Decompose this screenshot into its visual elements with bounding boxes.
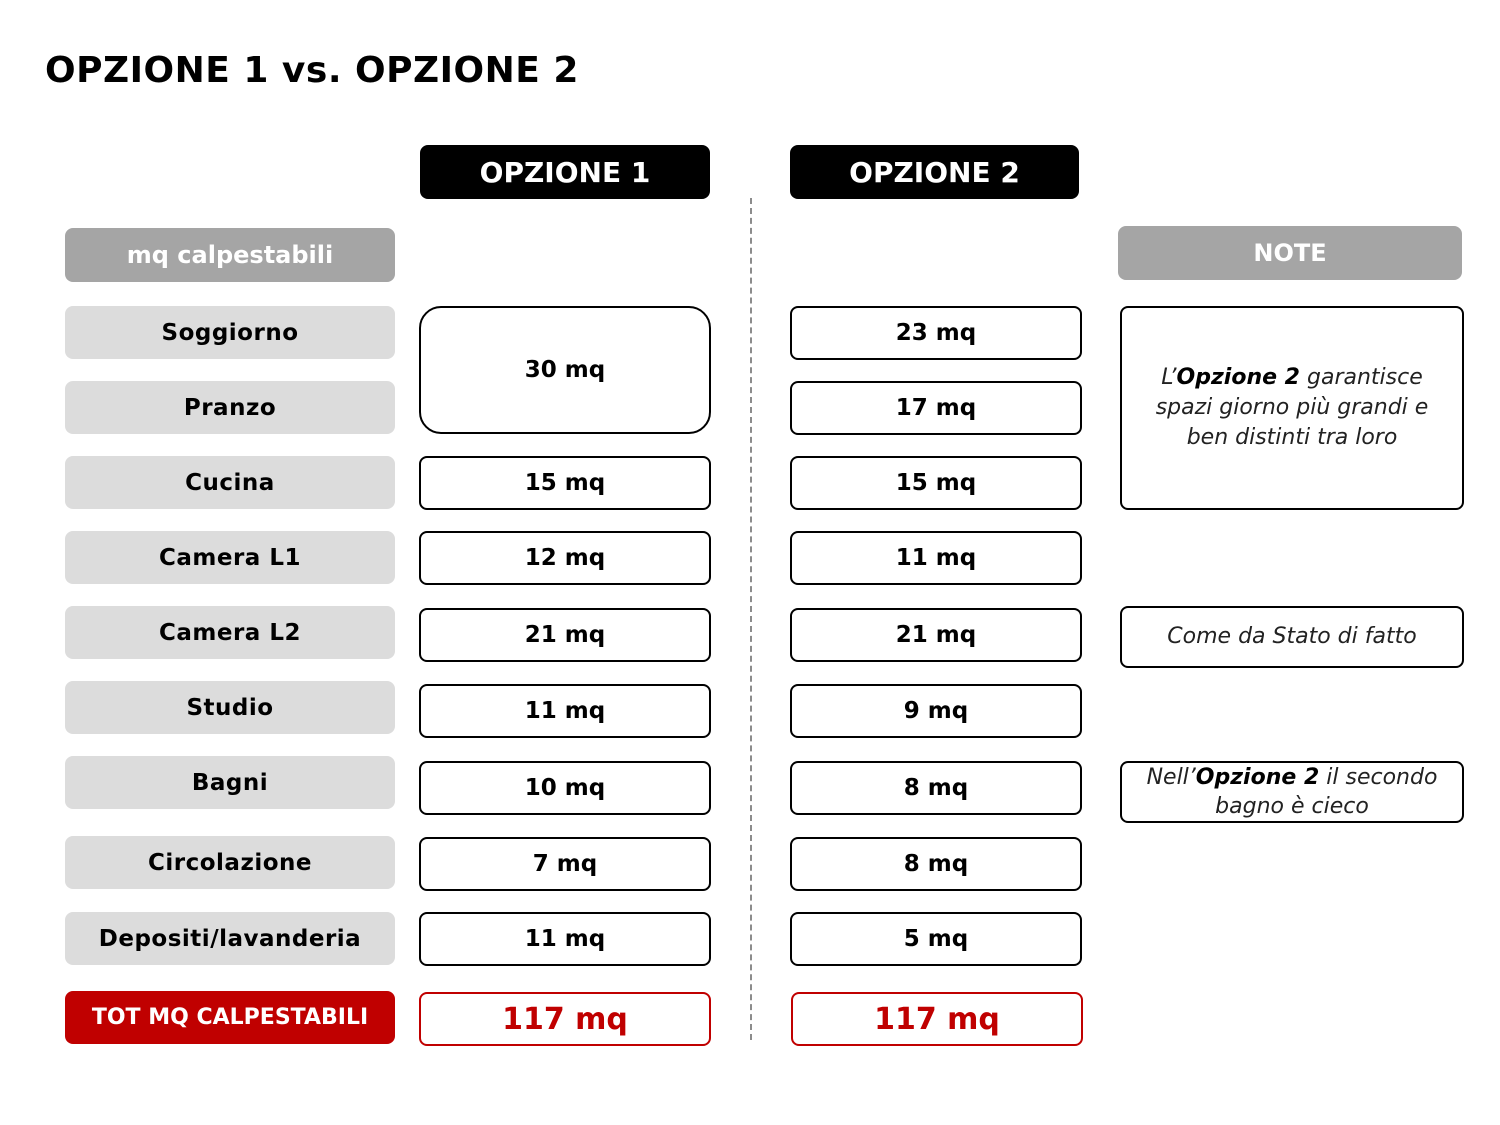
option1-value-circolazione: 7 mq <box>419 837 711 891</box>
note-stato-di-fatto: Come da Stato di fatto <box>1120 606 1464 668</box>
option2-value-camera-l2: 21 mq <box>790 608 1082 662</box>
room-label-camera-l1: Camera L1 <box>65 531 395 584</box>
option2-value-cucina: 15 mq <box>790 456 1082 510</box>
option2-value-depositi: 5 mq <box>790 912 1082 966</box>
total-label: TOT MQ CALPESTABILI <box>65 991 395 1044</box>
option1-value-camera-l1: 12 mq <box>419 531 711 585</box>
option1-value-cucina: 15 mq <box>419 456 711 510</box>
page-title: OPZIONE 1 vs. OPZIONE 2 <box>45 50 579 91</box>
room-label-soggiorno: Soggiorno <box>65 306 395 359</box>
room-label-pranzo: Pranzo <box>65 381 395 434</box>
room-label-circolazione: Circolazione <box>65 836 395 889</box>
area-header: mq calpestabili <box>65 228 395 282</box>
note-living-spaces: L’Opzione 2 garantisce spazi giorno più grandi e ben distinti tra loro <box>1120 306 1464 510</box>
option1-total: 117 mq <box>419 992 711 1046</box>
note-bagno-cieco: Nell’Opzione 2 il secondo bagno è cieco <box>1120 761 1464 823</box>
option2-header: OPZIONE 2 <box>790 145 1079 199</box>
option2-value-circolazione: 8 mq <box>790 837 1082 891</box>
option1-value-studio: 11 mq <box>419 684 711 738</box>
room-label-studio: Studio <box>65 681 395 734</box>
option1-value-depositi: 11 mq <box>419 912 711 966</box>
option2-value-soggiorno: 23 mq <box>790 306 1082 360</box>
option1-value-camera-l2: 21 mq <box>419 608 711 662</box>
option2-value-pranzo: 17 mq <box>790 381 1082 435</box>
room-label-bagni: Bagni <box>65 756 395 809</box>
option2-total: 117 mq <box>791 992 1083 1046</box>
option2-value-camera-l1: 11 mq <box>790 531 1082 585</box>
note-header: NOTE <box>1118 226 1462 280</box>
option1-header: OPZIONE 1 <box>420 145 710 199</box>
option1-value-soggiorno-pranzo: 30 mq <box>419 306 711 434</box>
option1-value-bagni: 10 mq <box>419 761 711 815</box>
room-label-depositi: Depositi/lavanderia <box>65 912 395 965</box>
room-label-cucina: Cucina <box>65 456 395 509</box>
room-label-camera-l2: Camera L2 <box>65 606 395 659</box>
option2-value-studio: 9 mq <box>790 684 1082 738</box>
column-divider <box>750 198 752 1040</box>
option2-value-bagni: 8 mq <box>790 761 1082 815</box>
